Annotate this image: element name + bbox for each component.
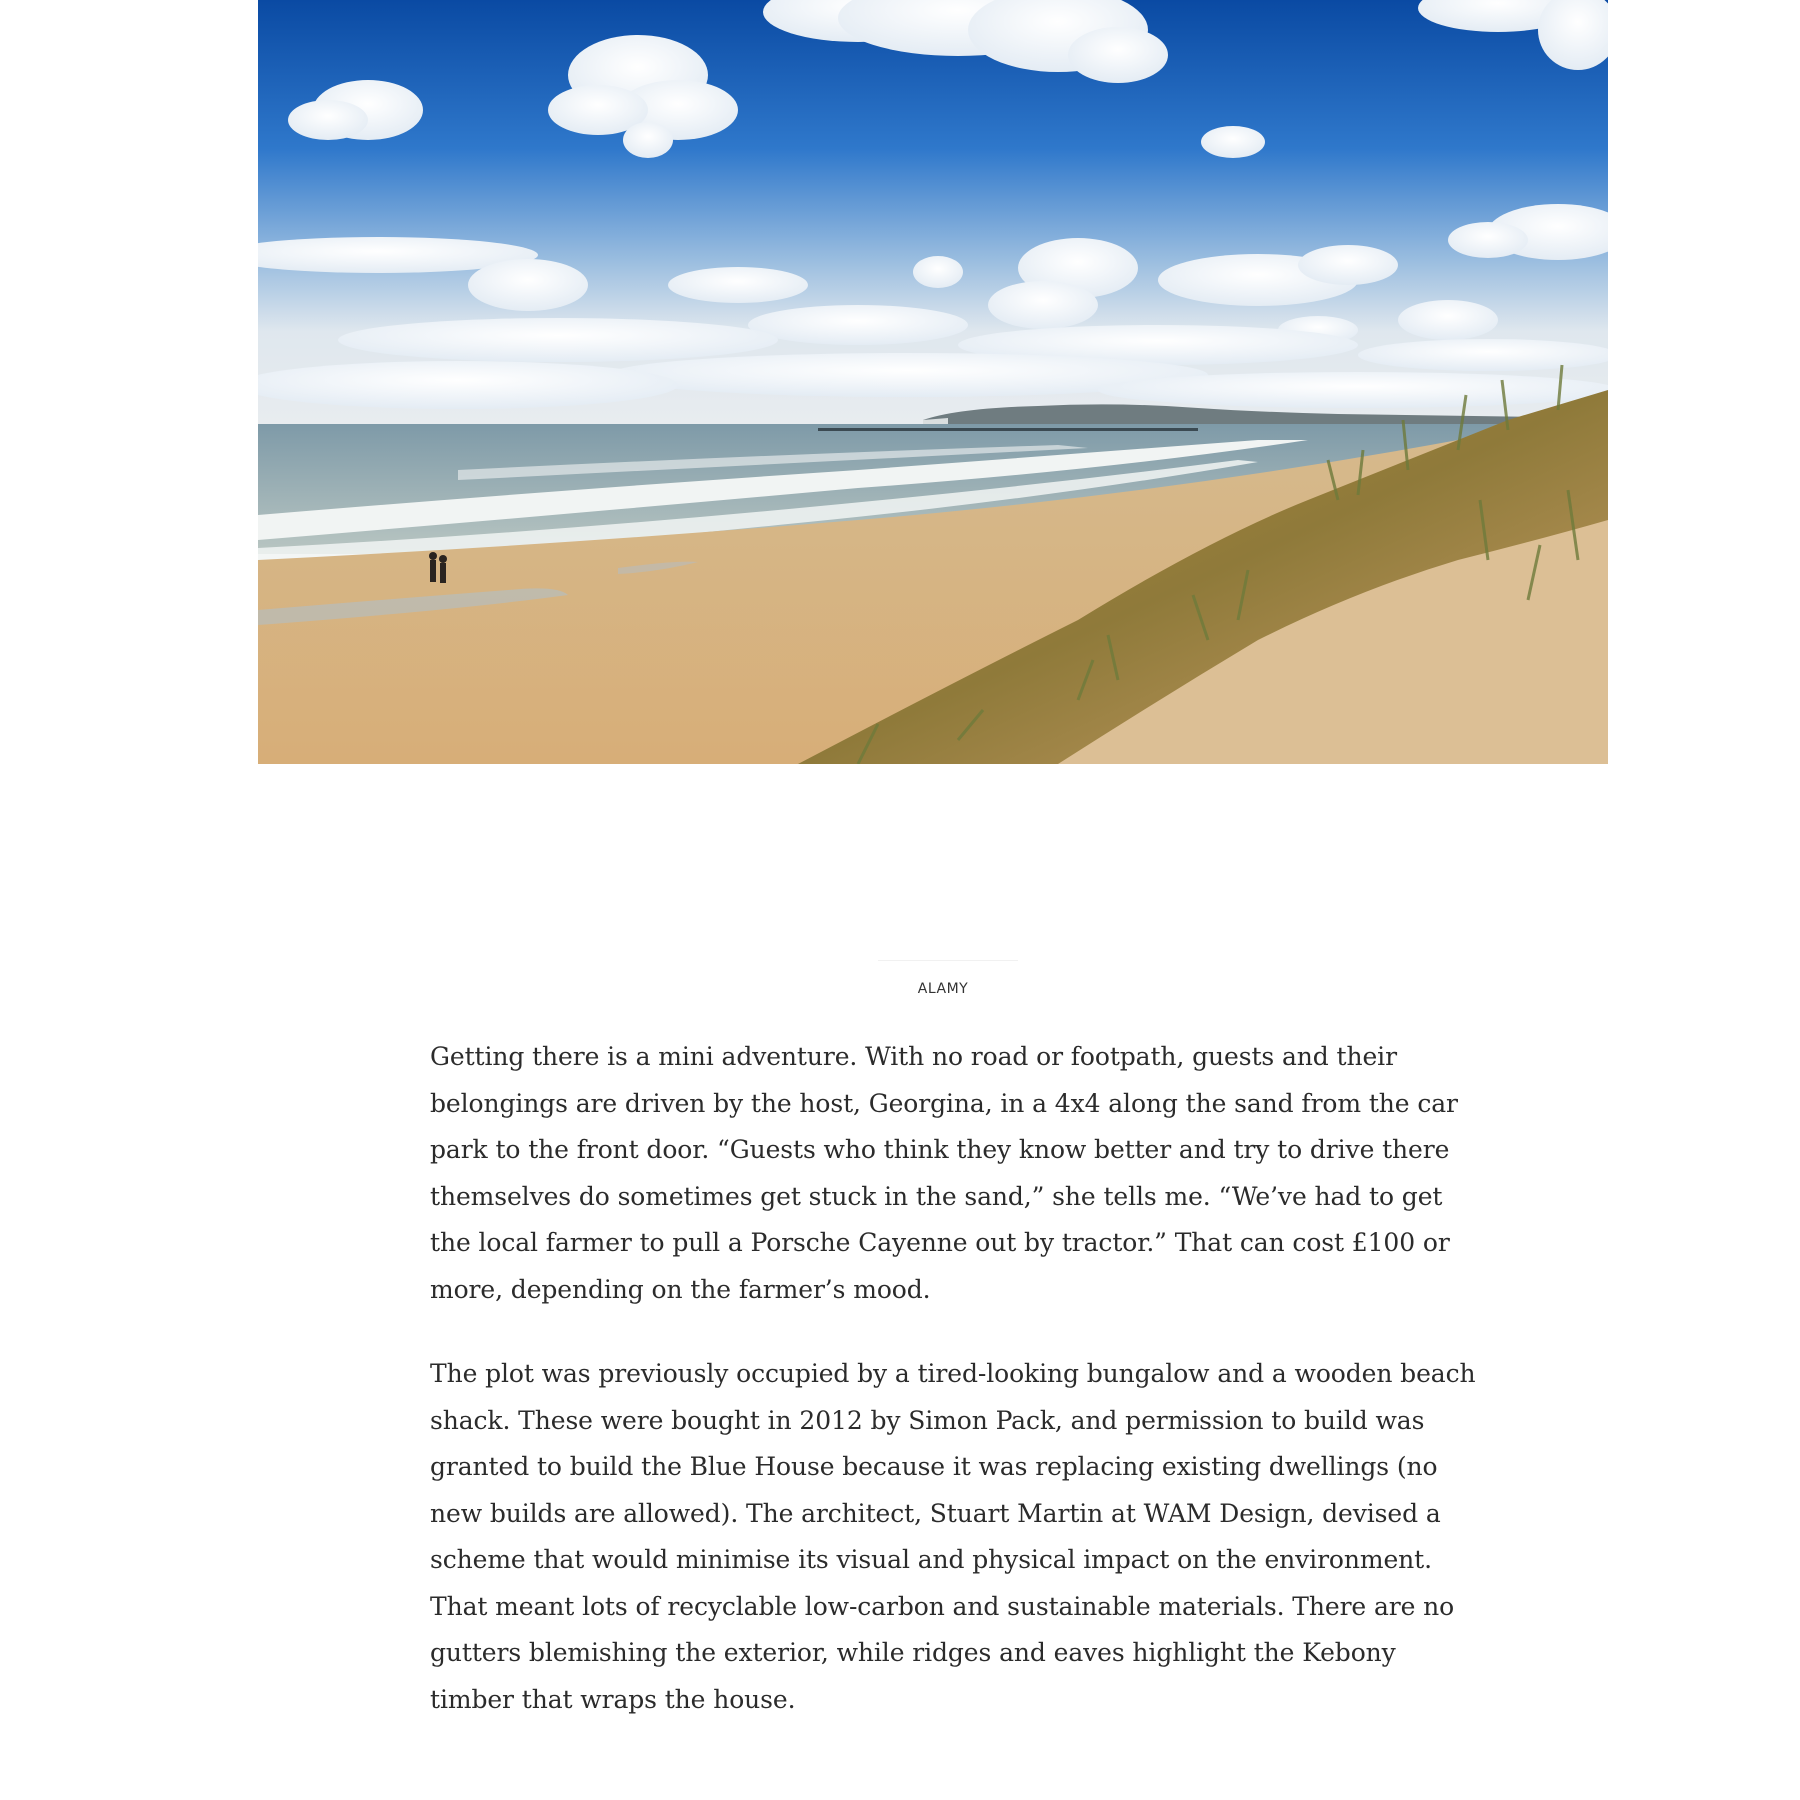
article-body — [430, 1034, 1478, 1761]
caption-divider — [878, 960, 1018, 961]
article-paragraph: Getting there is a mini adventure. With no road or footpath, guests and their belongings are driven by the host, Georgina, in a 4x4 along the sand from the car park to the front door. “Guests who think they know better and try to drive there themselves do sometimes get stuck in the sand,” she tells me. “We’ve had to get the local farmer to pull a Porsche Cayenne out by tractor.” That can cost £100 or more, depending on the farmer’s mood. — [430, 1042, 1458, 1304]
beach-photo-illustration — [258, 0, 1608, 764]
hero-photo — [258, 0, 1608, 764]
article-paragraph: The plot was previously occupied by a tired-looking bungalow and a wooden beach shack. These were bought in 2012 by Simon Pack, and permission to build was granted to build the Blue House because it was replacing existing dwellings (no new builds are allowed). The architect, Stuart Martin at WAM Design, devised a scheme that would minimise its visual and physical impact on the environment. That meant lots of recyclable low-carbon and sustainable materials. There are no gutters blemishing the exterior, while ridges and eaves highlight the Kebony timber that wraps the house. — [430, 1359, 1476, 1714]
photo-credit: ALAMY — [917, 981, 969, 997]
